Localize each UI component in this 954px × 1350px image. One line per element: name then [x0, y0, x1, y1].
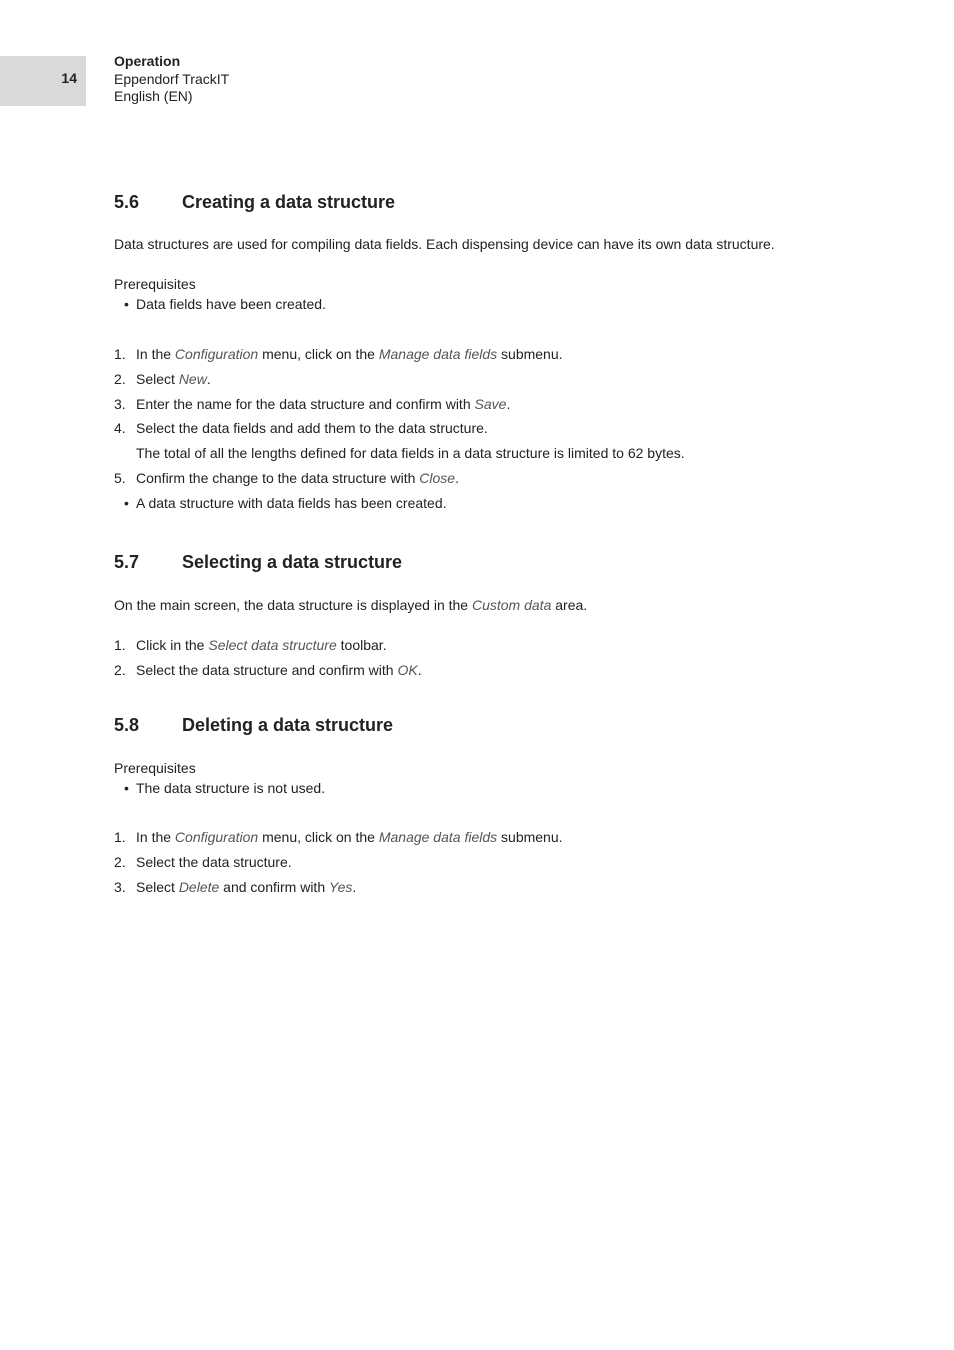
language-label: English (EN): [114, 88, 193, 104]
step-text: Confirm the change to the data structure with: [136, 470, 420, 487]
step-text: submenu.: [497, 828, 563, 845]
step-item: [114, 468, 914, 488]
step-text: Select the data fields and add them to the data structure.: [136, 420, 488, 437]
section-intro: Data structures are used for compiling data fields. Each dispensing device can have its own data structure.: [114, 236, 775, 252]
ui-term: Yes: [329, 878, 353, 895]
step-text: Click in the: [136, 637, 209, 654]
ui-term: Manage data fields: [378, 828, 498, 845]
step-text: Select the data structure and confirm with: [136, 661, 398, 678]
step-text: Enter the name for the data structure and confirm with: [136, 395, 475, 412]
step-number: 2.: [114, 370, 126, 387]
step-number: 3.: [114, 878, 126, 895]
ui-term: Save: [474, 395, 507, 412]
step-item: [114, 635, 914, 655]
ui-term: Custom data: [471, 597, 552, 614]
step-text: toolbar.: [336, 637, 387, 654]
step-item: [114, 394, 914, 414]
step-text: .: [506, 395, 511, 412]
step-text: .: [455, 470, 459, 487]
step-text: In the: [136, 346, 175, 362]
section-5-8: [114, 713, 914, 897]
step-number: 2.: [114, 853, 126, 870]
step-number: 3.: [114, 395, 126, 412]
list-item: • The data structure is not used.: [114, 778, 914, 798]
page-number: 14: [61, 70, 77, 86]
section-title: Selecting a data structure: [182, 552, 403, 573]
section-number: 5.6: [114, 192, 140, 212]
step-number: 4.: [114, 420, 126, 437]
step-note: The total of all the lengths defined for data fields in a data structure is limited to 62 bytes.: [136, 445, 685, 462]
result-item: • A data structure with data fields has been created.: [114, 493, 914, 513]
ui-term: OK: [397, 661, 418, 678]
step-text: .: [417, 661, 422, 678]
ui-term: Configuration: [174, 346, 259, 362]
page-content: [114, 190, 914, 901]
step-item: [114, 418, 914, 463]
step-item: [114, 877, 914, 897]
step-text: .: [352, 878, 357, 895]
step-text: Select: [136, 878, 179, 895]
step-text: menu, click on the: [258, 346, 379, 362]
step-text: submenu.: [497, 346, 563, 362]
step-number: 5.: [114, 470, 126, 487]
step-item: [114, 344, 914, 364]
section-heading: [114, 190, 914, 214]
intro-text: On the main screen, the data structure is displayed in the: [114, 597, 472, 614]
intro-text: area.: [551, 597, 588, 614]
step-item: [114, 852, 914, 872]
step-item: [114, 369, 914, 389]
section-intro: [114, 595, 914, 615]
section-title: Creating a data structure: [182, 192, 396, 212]
step-item: [114, 660, 914, 680]
steps-list: [114, 827, 914, 897]
section-5-7: [114, 550, 914, 680]
ui-term: Manage data fields: [378, 346, 498, 362]
step-number: 2.: [114, 661, 126, 678]
section-title: Deleting a data structure: [182, 714, 394, 735]
list-item: • Data fields have been created.: [114, 294, 914, 314]
steps-list: [114, 635, 914, 680]
running-header: [114, 53, 229, 106]
product-name: Eppendorf TrackIT: [114, 70, 230, 87]
step-text: menu, click on the: [258, 828, 379, 845]
step-text: In the: [136, 828, 175, 845]
prerequisites-list: [114, 294, 914, 314]
ui-term: New: [178, 370, 207, 387]
step-item: [114, 827, 914, 847]
prerequisites-label: Prerequisites: [114, 276, 196, 292]
step-number: 1.: [114, 346, 126, 362]
section-heading: [114, 713, 914, 737]
section-5-6: [114, 190, 914, 513]
ui-term: Delete: [178, 878, 220, 895]
section-number: 5.7: [114, 552, 140, 573]
ui-term: Select data structure: [208, 637, 337, 654]
ui-term: Configuration: [174, 828, 259, 845]
step-text: Select the data structure.: [136, 853, 292, 870]
section-number: 5.8: [114, 714, 140, 735]
chapter-title: Operation: [114, 53, 181, 69]
step-number: 1.: [114, 828, 126, 845]
prerequisites-label: Prerequisites: [114, 759, 196, 776]
ui-term: Close: [419, 470, 456, 487]
result-list: [114, 493, 914, 513]
steps-list: [114, 344, 914, 488]
prerequisites-list: [114, 778, 914, 798]
step-number: 1.: [114, 637, 126, 654]
section-heading: [114, 550, 914, 574]
step-text: and confirm with: [219, 878, 329, 895]
step-text: .: [206, 370, 211, 387]
step-text: Select: [136, 370, 179, 387]
